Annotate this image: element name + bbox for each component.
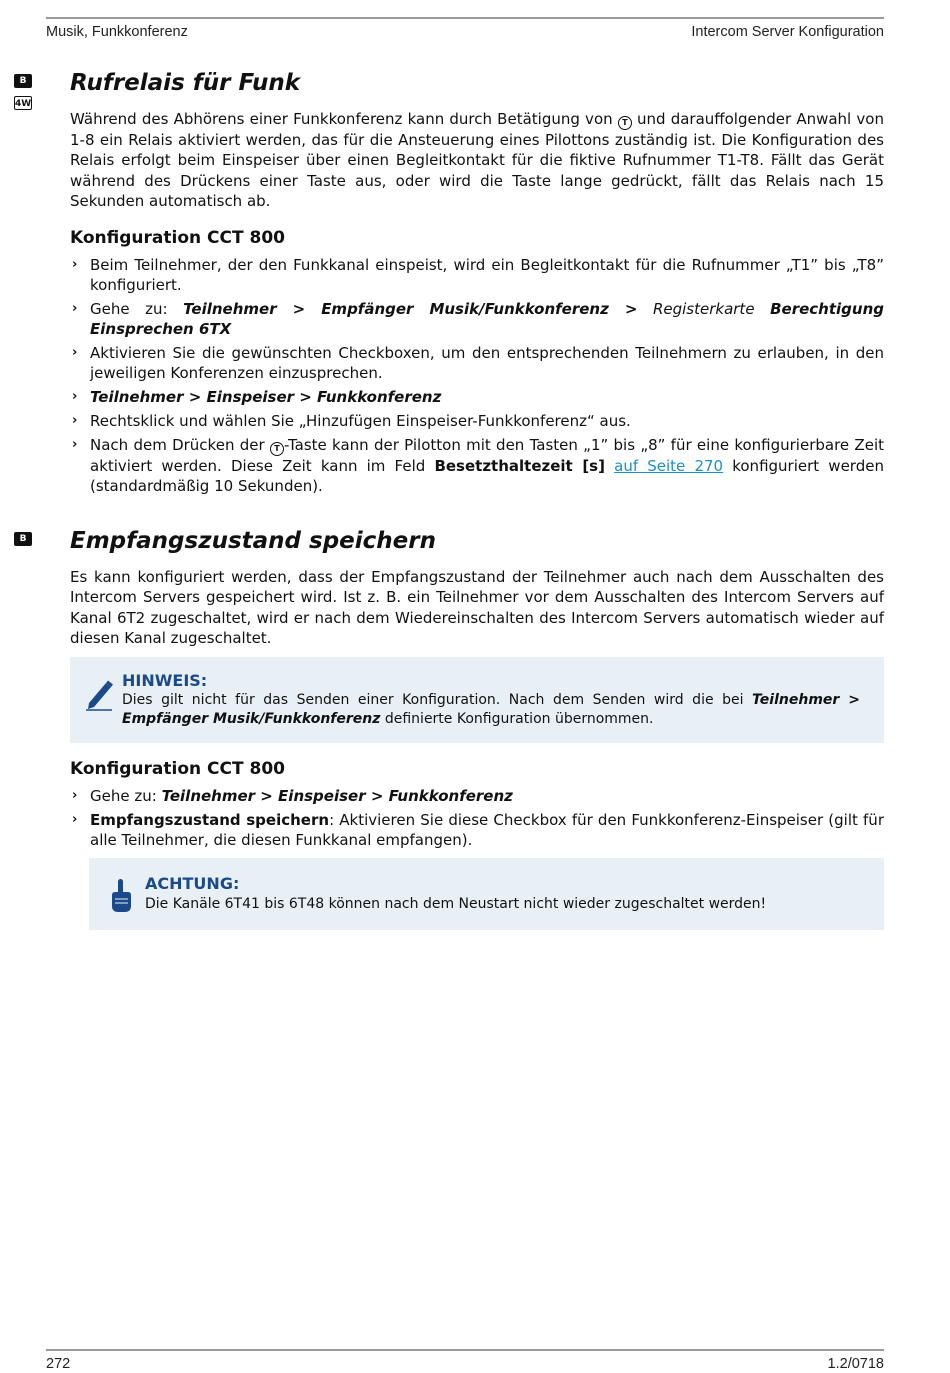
header-rule	[46, 17, 884, 19]
chevron-right-icon: ›	[72, 389, 78, 405]
para-text-cont: und darauffolgender Anwahl von 1-8 ein Relais aktiviert werden, das für die Ansteuerung eines Pilottons zuständig ist. Die Konfiguration des Relais erfolgt beim Einspeiser über einen Begleitkontakt für die fiktive Rufnummer T1-T8. Fällt das Gerät während des Drückens einer Taste aus, oder wird die Taste lange gedrückt, fällt das Relais nach 15 Sekunden automatisch ab.	[70, 110, 884, 210]
chevron-right-icon: ›	[72, 413, 78, 429]
chevron-right-icon: ›	[72, 811, 78, 827]
caution-text: Die Kanäle 6T41 bis 6T48 können nach dem Neustart nicht wieder zugeschaltet werden!	[145, 896, 767, 912]
page-reference-link[interactable]: auf Seite 270	[614, 456, 724, 475]
badge-4w: 4W	[14, 96, 32, 110]
field-name: Besetzthaltezeit [s]	[434, 456, 605, 475]
chevron-right-icon: ›	[72, 301, 78, 317]
section-title-empfangszustand: Empfangszustand speichern	[70, 528, 436, 554]
list-item: › Gehe zu: Teilnehmer > Einspeiser > Funkkonferenz	[72, 787, 513, 805]
list-item	[70, 387, 884, 407]
menu-path: Teilnehmer > Empfänger Musik/Funkkonferenz	[122, 692, 860, 727]
pointing-hand-icon	[109, 878, 133, 914]
list-item: › Rechtsklick und wählen Sie „Hinzufügen Einspeiser-Funkkonferenz“ aus.	[72, 412, 631, 431]
list-item: › Aktivieren Sie die gewünschten Checkboxen, um den entsprechenden Teilnehmern zu erlauben, in den jeweiligen Konferenzen einzusprechen.	[72, 344, 884, 383]
note-box	[70, 657, 884, 743]
t-key-icon: T	[270, 442, 284, 456]
bullet-list-2	[70, 786, 884, 854]
tab-name: Berechtigung Einsprechen 6TX	[90, 300, 885, 339]
footer-rule	[46, 1349, 884, 1351]
pencil-icon	[84, 677, 114, 711]
t-key-icon: T	[618, 116, 632, 130]
subheading-konfiguration-2: Konfiguration CCT 800	[70, 759, 285, 779]
chevron-right-icon: ›	[72, 436, 78, 452]
caution-box	[89, 858, 884, 930]
note-title: HINWEIS:	[122, 671, 208, 690]
page-number: 272	[46, 1356, 71, 1372]
list-item: › Empfangszustand speichern: Aktivieren Sie diese Checkbox für den Funkkonferenz-Einspeiser (gilt für alle Teilnehmer, die diesen Funkkanal empfangen).	[72, 810, 884, 850]
list-item: › Beim Teilnehmer, der den Funkkanal einspeist, wird ein Begleitkontakt für die Rufnummer „T1” bis „T8” konfiguriert.	[72, 256, 884, 295]
menu-path: Teilnehmer > Einspeiser > Funkkonferenz	[90, 388, 442, 407]
header-chapter: Musik, Funkkonferenz	[46, 24, 188, 40]
section-title-rufrelais: Rufrelais für Funk	[70, 70, 301, 96]
subheading-konfiguration-1: Konfiguration CCT 800	[70, 228, 285, 248]
section1-paragraph	[70, 109, 884, 211]
bullet-list-1	[70, 255, 884, 500]
para-text: Während des Abhörens einer Funkkonferenz kann durch Betätigung von	[70, 110, 613, 128]
list-item: › Gehe zu: Teilnehmer > Empfänger Musik/Funkkonferenz > Registerkarte Berechtigung Einsprechen 6TX	[72, 300, 885, 339]
caution-title: ACHTUNG:	[145, 874, 240, 893]
badge-b: B	[14, 74, 32, 88]
note-text: Dies gilt nicht für das Senden einer Konfiguration. Nach dem Senden wird die bei Teilnehmer > Empfänger Musik/Funkkonferenz definierte Konfiguration übernommen.	[122, 692, 860, 727]
menu-path: Teilnehmer > Empfänger Musik/Funkkonferenz >	[183, 300, 638, 319]
header-document-title: Intercom Server Konfiguration	[691, 24, 884, 40]
chevron-right-icon: ›	[72, 345, 78, 361]
chevron-right-icon: ›	[72, 788, 78, 803]
setting-name: Empfangszustand speichern	[90, 810, 330, 829]
section2-paragraph: Es kann konfiguriert werden, dass der Empfangszustand der Teilnehmer auch nach dem Ausschalten des Intercom Servers gespeichert wird. Ist z. B. ein Teilnehmer vor dem Ausschalten des Intercom Servers auf Kanal 6T2 zugeschaltet, wird er nach dem Wiedereinschalten des Intercom Servers automatisch wieder auf diesen Kanal zugeschaltet.	[70, 568, 884, 647]
list-item: › Nach dem Drücken der T -Taste kann der Pilotton mit den Tasten „1” bis „8” für eine konfigurierbare Zeit aktiviert werden. Diese Zeit kann im Feld Besetzthaltezeit [s] auf Seite 270 konfiguriert werden (standardmäßig 10 Sekunden).	[72, 435, 884, 496]
chevron-right-icon: ›	[72, 257, 78, 272]
menu-path: Teilnehmer > Einspeiser > Funkkonferenz	[161, 787, 513, 805]
document-version: 1.2/0718	[827, 1356, 884, 1372]
badge-b-section2: B	[14, 532, 32, 546]
